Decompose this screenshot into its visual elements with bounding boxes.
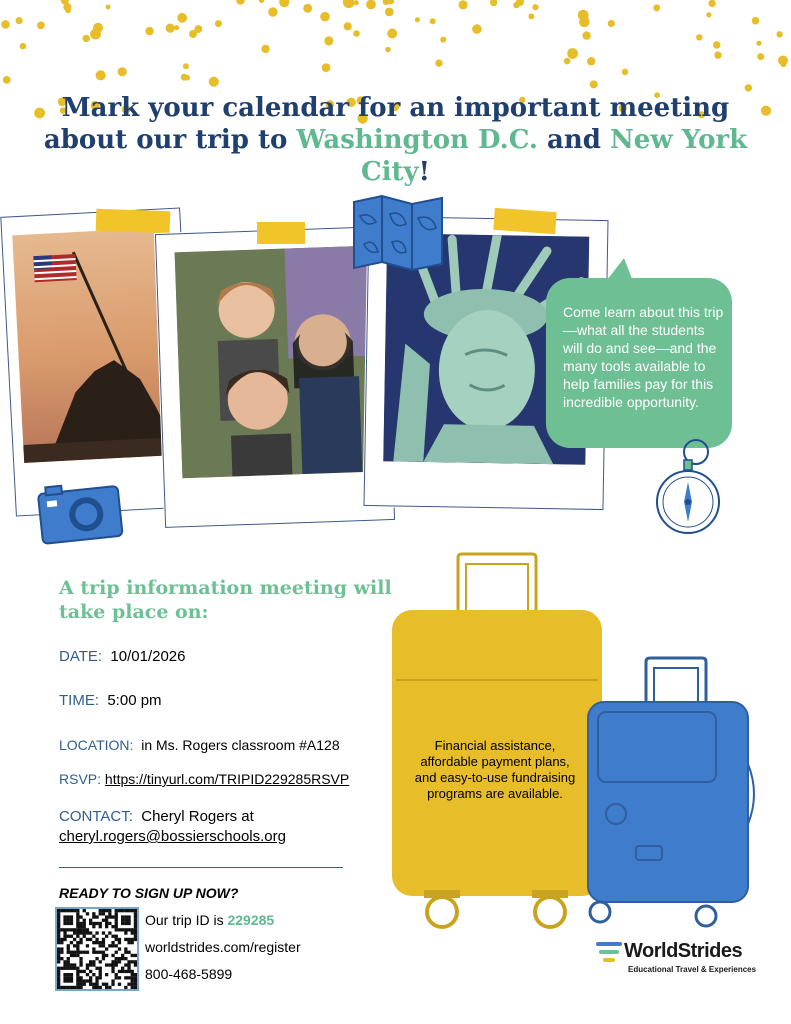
confetti-dot bbox=[194, 25, 202, 33]
time-row bbox=[59, 692, 162, 709]
camera-icon bbox=[34, 478, 124, 546]
meeting-heading: A trip information meeting will take place on: bbox=[59, 577, 392, 623]
confetti-dot bbox=[752, 17, 760, 25]
confetti-dot bbox=[781, 61, 787, 67]
confetti-dot bbox=[430, 18, 436, 24]
confetti-dot bbox=[757, 53, 764, 60]
confetti-dot bbox=[322, 63, 331, 72]
confetti-dot bbox=[532, 4, 538, 10]
confetti-dot bbox=[16, 17, 23, 24]
confetti-dot bbox=[415, 17, 420, 22]
headline-and: and bbox=[537, 125, 611, 155]
confetti-dot bbox=[303, 4, 312, 13]
date-row bbox=[59, 648, 185, 665]
divider bbox=[59, 867, 343, 868]
signup-heading: READY TO SIGN UP NOW? bbox=[59, 885, 239, 901]
confetti-dot bbox=[713, 41, 721, 49]
contact-email-link[interactable]: cheryl.rogers@bossierschools.org bbox=[59, 828, 286, 845]
confetti-dot bbox=[564, 58, 571, 65]
contact-row bbox=[59, 808, 254, 825]
bubble-text: Come learn about this trip—what all the students will do and see—and the many tools available to help families pay for this incredible opportunity. bbox=[563, 304, 724, 410]
confetti-dot bbox=[435, 59, 442, 66]
confetti-dot bbox=[587, 57, 595, 65]
compass-icon bbox=[654, 436, 722, 538]
confetti-dot bbox=[215, 20, 222, 27]
confetti-dot bbox=[440, 37, 446, 43]
financial-assistance-text: Financial assistance, affordable payment plans, and easy-to-use fundraising programs are available. bbox=[414, 738, 576, 801]
confetti-dot bbox=[181, 74, 188, 81]
tape-strip bbox=[257, 222, 305, 244]
confetti-dot bbox=[353, 30, 360, 37]
confetti-dot bbox=[183, 63, 189, 69]
confetti-dot bbox=[696, 34, 702, 40]
worldstrides-logo-icon bbox=[596, 940, 622, 964]
headline-exclamation: ! bbox=[418, 157, 431, 187]
confetti-dot bbox=[174, 25, 179, 30]
confetti-dot bbox=[3, 76, 11, 84]
confetti-dot bbox=[118, 67, 127, 76]
phone-number: 800-468-5899 bbox=[145, 966, 233, 982]
location-value: in Ms. Rogers classroom #A128 bbox=[141, 737, 340, 753]
qr-code[interactable] bbox=[55, 907, 139, 991]
map-icon bbox=[352, 194, 444, 272]
confetti-dot bbox=[324, 36, 333, 45]
contact-email-row bbox=[59, 828, 286, 845]
blue-suitcase-illustration bbox=[584, 654, 760, 930]
confetti-dot bbox=[459, 0, 468, 9]
confetti-dot bbox=[745, 84, 752, 91]
brand-tagline: Educational Travel & Experiences bbox=[628, 965, 757, 974]
confetti-dot bbox=[472, 24, 482, 34]
confetti-dot bbox=[756, 41, 761, 46]
register-url[interactable]: worldstrides.com/register bbox=[145, 939, 301, 955]
confetti-dot bbox=[714, 51, 721, 58]
photo-memorial bbox=[12, 227, 180, 463]
confetti-dot bbox=[1, 20, 10, 29]
headline-destination-nyc: New York City bbox=[360, 125, 748, 187]
confetti-dot bbox=[209, 77, 219, 87]
confetti-dot bbox=[83, 35, 90, 42]
confetti-dot bbox=[579, 17, 590, 28]
confetti-dot bbox=[166, 24, 175, 33]
confetti-dot bbox=[279, 0, 289, 7]
confetti-dot bbox=[608, 20, 615, 27]
confetti-dot bbox=[320, 12, 330, 22]
confetti-dot bbox=[776, 31, 782, 37]
confetti-dot bbox=[490, 0, 497, 6]
tape-strip bbox=[493, 208, 556, 234]
confetti-dot bbox=[383, 0, 390, 5]
rsvp-row bbox=[59, 771, 349, 787]
confetti-dot bbox=[145, 27, 153, 35]
tape-strip bbox=[96, 209, 171, 234]
confetti-dot bbox=[268, 7, 277, 16]
confetti-dot bbox=[706, 12, 711, 17]
confetti-dot bbox=[622, 69, 629, 76]
speech-bubble-tail bbox=[604, 258, 634, 284]
confetti-dot bbox=[259, 0, 264, 3]
confetti-dot bbox=[96, 70, 106, 80]
photo-group bbox=[175, 246, 375, 479]
rsvp-label: RSVP: bbox=[59, 771, 102, 787]
time-value: 5:00 pm bbox=[107, 692, 162, 709]
confetti-dot bbox=[65, 7, 71, 13]
confetti-dot bbox=[653, 4, 660, 11]
trip-id-line bbox=[145, 912, 274, 928]
confetti-dot bbox=[385, 47, 391, 53]
rsvp-link[interactable]: https://tinyurl.com/TRIPID229285RSVP bbox=[104, 771, 350, 787]
confetti-dot bbox=[582, 31, 590, 39]
confetti-dot bbox=[177, 13, 187, 23]
confetti-dot bbox=[708, 0, 715, 7]
confetti-dot bbox=[590, 80, 598, 88]
trip-id-prefix: Our trip ID is bbox=[145, 912, 228, 928]
confetti-dot bbox=[528, 13, 534, 19]
date-label: DATE: bbox=[59, 648, 103, 665]
confetti-dot bbox=[261, 45, 269, 53]
time-label: TIME: bbox=[59, 692, 99, 709]
confetti-dot bbox=[567, 48, 578, 59]
contact-label: CONTACT: bbox=[59, 808, 133, 825]
trip-id-value: 229285 bbox=[227, 912, 275, 928]
confetti-dot bbox=[513, 2, 519, 8]
headline-destination-dc: Washington D.C. bbox=[296, 125, 538, 155]
confetti-dot bbox=[236, 0, 245, 5]
confetti-dot bbox=[387, 29, 397, 39]
confetti-dot bbox=[93, 23, 103, 33]
headline bbox=[40, 92, 751, 188]
contact-name: Cheryl Rogers at bbox=[141, 808, 254, 825]
confetti-dot bbox=[344, 22, 352, 30]
location-label: LOCATION: bbox=[59, 737, 134, 753]
location-row bbox=[59, 737, 340, 753]
confetti-dot bbox=[366, 0, 376, 9]
headline-text: Mark your calendar for an important meeting about our trip to bbox=[43, 93, 730, 155]
brand-name: WorldStrides bbox=[624, 940, 743, 962]
confetti-dot bbox=[761, 106, 771, 116]
date-value: 10/01/2026 bbox=[110, 648, 186, 665]
confetti-dot bbox=[385, 7, 394, 16]
confetti-dot bbox=[106, 5, 111, 10]
confetti-dot bbox=[37, 22, 45, 30]
confetti-dot bbox=[20, 43, 27, 50]
